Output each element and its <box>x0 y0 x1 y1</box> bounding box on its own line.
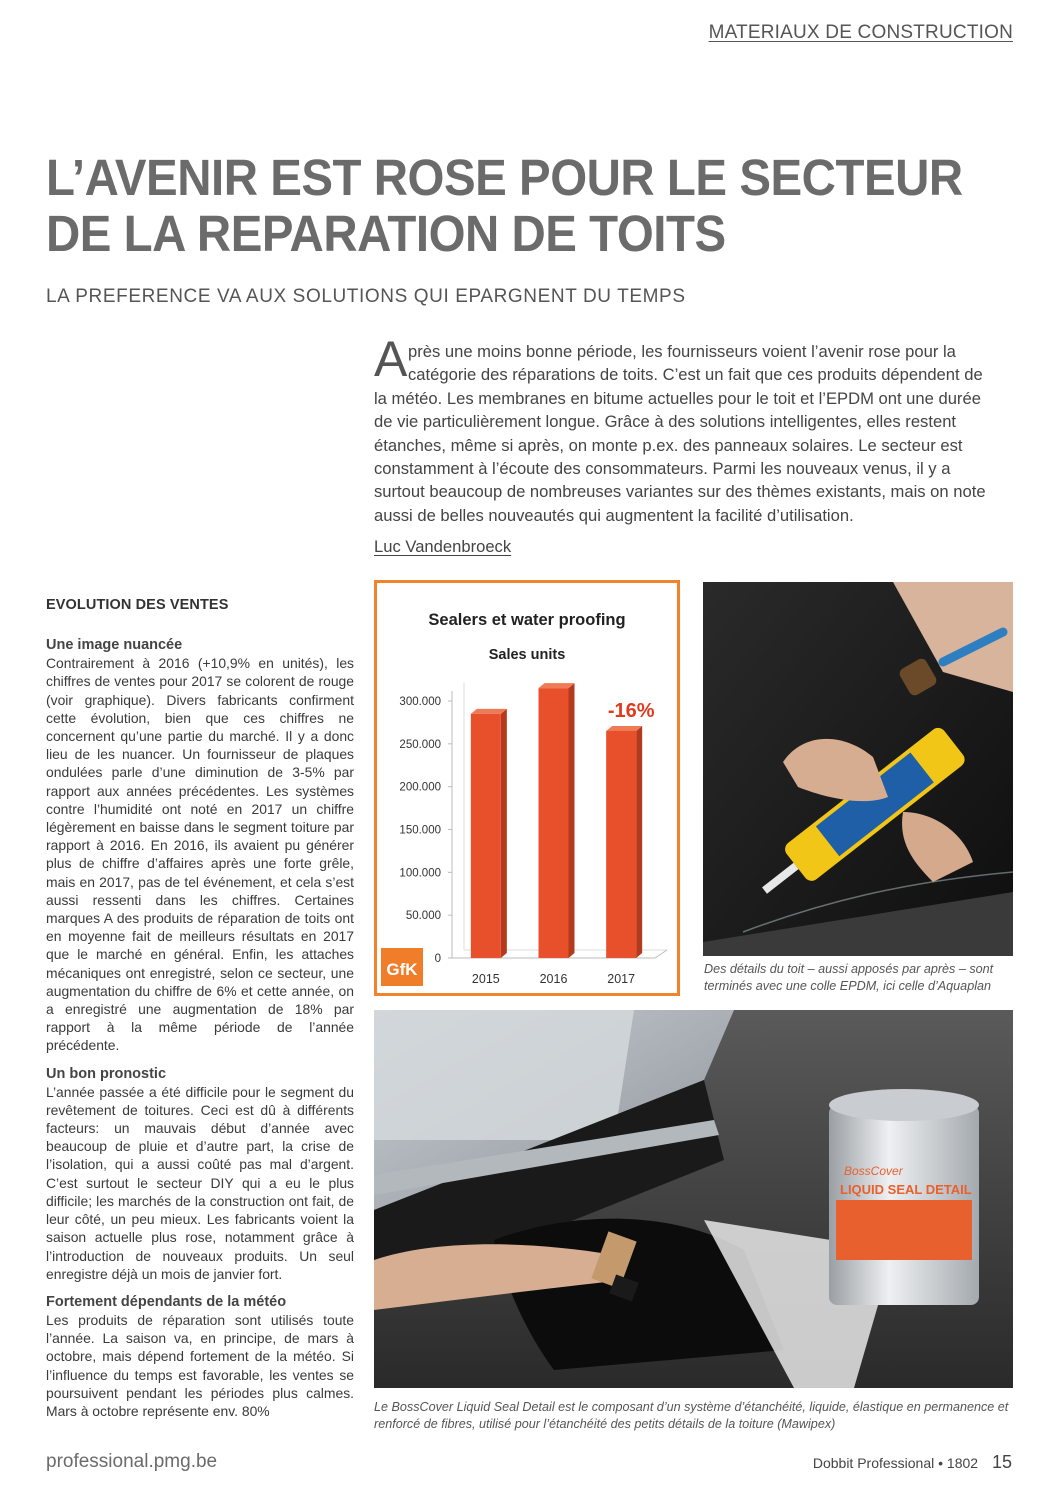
intro-line: étanches, même si après, on monte p.ex. des panneaux solaires. Le secteur est <box>374 435 963 455</box>
photo-roof-sealant <box>703 582 1013 956</box>
chart-bar-side <box>636 726 642 958</box>
intro-line: catégorie des réparations de toits. C’est un fait que ces produits dépendent de <box>408 365 983 385</box>
chart-subtitle: Sales units <box>488 647 566 663</box>
section-label: MATERIAUX DE CONSTRUCTION <box>708 22 1013 43</box>
intro-line: de vie particulièrement longue. Grâce à des solutions intelligentes, elles restent <box>374 412 957 432</box>
can-brand-text: BossCover <box>844 1164 903 1178</box>
chart-y-tick-label: 100.000 <box>399 867 441 880</box>
chart-annotation: -16% <box>607 700 655 723</box>
photo1-caption: Des détails du toit – aussi apposés par après – sont terminés avec une colle EPDM, ici celle d’Aquaplan <box>704 962 994 993</box>
chart-bar <box>471 714 501 958</box>
footer-website[interactable]: professional.pmg.be <box>46 1451 218 1472</box>
intro-line: constamment à l’écoute des consommateurs. Parmi les nouveaux venus, il y a <box>374 459 951 479</box>
chart-y-tick-label: 50.000 <box>405 910 441 923</box>
chart-y-tick-label: 0 <box>434 953 441 965</box>
intro-paragraph <box>374 331 1004 527</box>
chart-x-tick-label: 2016 <box>539 972 568 986</box>
chart-y-tick-label: 250.000 <box>399 738 441 751</box>
chart-bar-top <box>471 709 507 714</box>
subsection-heading: Une image nuancée <box>46 637 183 654</box>
footer-magazine: Dobbit Professional • 1802 <box>812 1455 979 1471</box>
footer-publication <box>813 1452 1012 1473</box>
page-number: 15 <box>991 1452 1012 1472</box>
chart-y-tick-label: 200.000 <box>399 781 441 794</box>
intro-line: près une moins bonne période, les fournisseurs voient l’avenir rose pour la <box>408 342 956 361</box>
author-byline[interactable]: Luc Vandenbroeck <box>374 537 512 556</box>
article-subtitle: LA PREFERENCE VA AUX SOLUTIONS QUI EPARGNENT DU TEMPS <box>46 286 686 307</box>
sales-chart <box>374 580 680 996</box>
chart-floor-edge <box>655 950 667 958</box>
chart-bar-top <box>539 683 575 688</box>
chart-bar <box>606 731 636 958</box>
title-line-2: DE LA REPARATION DE TOITS <box>46 205 726 262</box>
gfk-logo-text: GfK <box>386 960 418 979</box>
photo-liquid-seal-illustration <box>374 1010 1013 1388</box>
chart-bar <box>539 688 569 958</box>
body-paragraph: Contrairement à 2016 (+10,9% en unités), les chiffres de ventes pour 2017 se colorent de rouge (voir graphique). Divers fabricants confirment cette évolution, bien que ces chiffres ne concernent qu’une partie du marché. Il y a donc lieu de les nuancer. Un fournisseur de plaques ondulées parle d’une diminution de 3-5% par rapport aux années précédentes. Les systèmes contre l’humidité ont noté en 2017 un chiffre légèrement en baisse dans le segment toiture par rapport à 2016. En 2016, ils avaient pu générer plus de chiffre d’affaires après une forte grêle, mais en 2017, pas de tel événement, et cela s’est aussi ressenti dans les chiffres. Certaines marques A des produits de réparation de toits ont en moyenne fait de meilleurs résultats en 2017 que le marché en général. Enfin, les attaches mécaniques ont enregistré, selon ce secteur, une augmentation du chiffre de 6% et cette année, on a enregistré une augmentation de 18% par rapport à la même période de l’année précédente. <box>46 655 354 1054</box>
section-heading: EVOLUTION DES VENTES <box>46 597 229 613</box>
chart-x-tick-label: 2015 <box>471 972 500 986</box>
chart-y-tick-label: 150.000 <box>399 824 441 837</box>
chart-title: Sealers et water proofing <box>428 611 626 629</box>
photo-roof-sealant-illustration <box>703 582 1013 956</box>
chart-bar-top <box>606 726 642 731</box>
intro-line: aussi de belles nouveautés qui augmentent la facilité d’utilisation. <box>374 505 854 525</box>
chart-y-tick-label: 300.000 <box>399 696 441 708</box>
article-title <box>46 149 963 262</box>
intro-line: la météo. Les membranes en bitume actuelles pour le toit et l’EPDM ont une durée <box>374 388 981 408</box>
body-paragraph: Les produits de réparation sont utilisés toute l’année. La saison va, en principe, de mars à octobre, mais dépend fortement de la météo. Si l’influence du temps est favorable, les ventes se poursuivent pendant les périodes plus calmes. Mars à octobre représente env. 80% <box>46 1311 354 1419</box>
body-column <box>46 596 354 1430</box>
drop-cap: A <box>374 331 408 387</box>
chart-bar-side <box>501 709 507 958</box>
photo-liquid-seal <box>374 1010 1013 1388</box>
can-product-text: LIQUID SEAL DETAIL <box>840 1182 972 1197</box>
title-line-1: L’AVENIR EST ROSE POUR LE SECTEUR <box>46 149 963 206</box>
chart-canvas <box>377 583 677 993</box>
chart-bar-side <box>569 683 575 958</box>
photo2-caption: Le BossCover Liquid Seal Detail est le composant d’un système d’étanchéité, liquide, élastique en permanence et renforcé de fibres, utilisé pour l’étanchéité des petits détails de la toiture (Mawipex) <box>374 1400 1009 1431</box>
chart-x-tick-label: 2017 <box>607 972 636 986</box>
body-paragraph: L’année passée a été difficile pour le segment du revêtement de toitures. Ceci est dû à différents facteurs: un mauvais début d’année avec beaucoup de pluie et d’autre part, la crise de l’isolation, qui a aussi coûté pas mal d’argent. C’est surtout le secteur DIY qui a eu le plus difficile; les marchés de la construction ont fait, de leur côté, un peu mieux. Les fabricants voient la saison actuelle plus rose, notamment grâce à l’introduction de nouveaux produits. Un seul enregistre déjà un mois de janvier fort. <box>46 1083 354 1282</box>
subsection-heading: Un bon pronostic <box>46 1065 167 1082</box>
subsection-heading: Fortement dépendants de la météo <box>46 1293 287 1310</box>
intro-line: surtout beaucoup de nombreuses variantes sur des thèmes existants, mais on note <box>374 482 986 502</box>
